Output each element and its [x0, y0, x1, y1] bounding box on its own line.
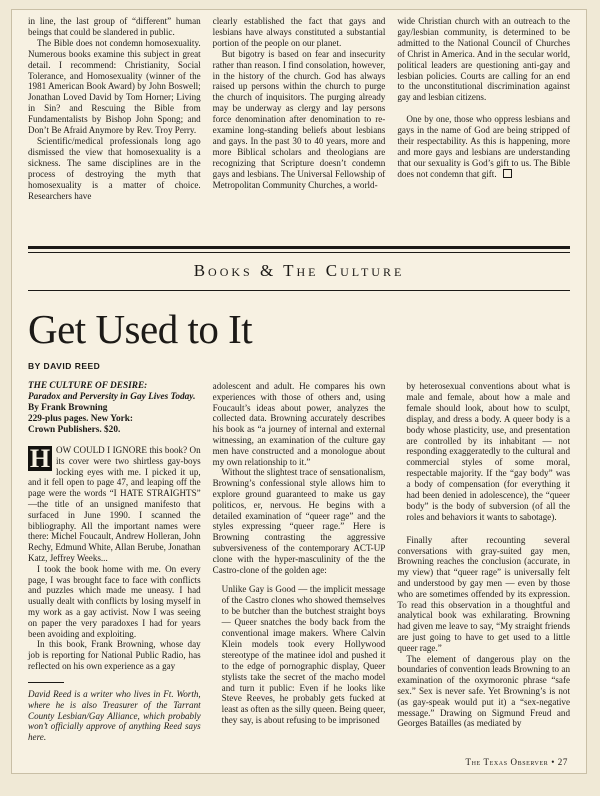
book-author: By Frank Browning: [28, 403, 108, 413]
letter-column-1: [28, 16, 201, 238]
book-subtitle: Paradox and Perversity in Gay Lives Today.: [28, 392, 196, 402]
lead-paragraph: [28, 445, 201, 564]
article-body: [28, 381, 570, 749]
lead-text: OW COULD I IGNORE this book? On its cover were two shirtless gay-boys locking eyes with me. I picked it up, and it fell open to page 47, and leaping off the page were the words “I HATE STRAIGHTS” —the title of an unsigned manifesto that surfaced in June 1990. I scanned the bibliography. All the important names were there: Michel Foucault, Andrew Holleran, John Rechy, Edmund White, Allan Berube, Jonathan Katz, Jeffrey Weeks...: [28, 445, 201, 563]
paragraph: Finally after recounting several conversations with gray-suited gay men, Browning reaches the conclusion (accurate, in my view) that “queer rage” is universally felt and understood by gay men — even by those who are sometimes offended by its expression. To read this observation in a thoughtful and analytical book was exhilarating. Browning had given me leave to say, “My straight friends are just going to have to get used to a little queer rage.”: [397, 534, 571, 653]
section-rule-thin: [28, 252, 570, 253]
letter-column-2: [213, 16, 386, 238]
book-publication: 229-plus pages. New York:: [28, 414, 134, 424]
letter-continuation: [28, 16, 570, 238]
byline: BY DAVID REED: [28, 361, 101, 371]
letter-column-3: [397, 16, 570, 238]
bio-rule: [28, 682, 64, 683]
paragraph: But bigotry is based on fear and insecurity rather than reason. I find consolation, however, in the history of the church. God has always raised up persons within the church to purge the church of inquisitors. The purging already may be underway as clergy and lay persons force denomination after denomination to re-examine long-standing beliefs about lesbians and gays. In the past 30 to 40 years, more and more Biblical scholars and theologians are recognizing that Scripture doesn’t condemn gays and lesbians. The Universal Fellowship of Metropolitan Community Churches, a world-: [212, 48, 386, 190]
section-rule-bottom: [28, 290, 570, 291]
paragraph: Without the slightest trace of sensationalism, Browning’s confessional style allows him to explore ground guaranteed to make us gay politicos, er, nervous. He begins with a detailed examination of “queer rage” and the styles expressing “queer rage.” Here is Browning contrasting the aggressive subversiveness of the contemporary ACT-UP clone with the hyper-masculinity of the the Castro-clone of the golden age:: [212, 467, 386, 575]
paragraph: Scientific/medical professionals long ago dismissed the view that homosexuality is a sickness. The same disciplines are in the process of destroying the myth that homosexuality is a matter of choice. Researchers have: [28, 135, 201, 201]
section-rule-thick: [28, 246, 570, 249]
author-bio: David Reed is a writer who lives in Ft. Worth, where he is also Treasurer of the Tarrant County Lesbian/Gay Alliance, which probably won’t officially approve of anything Reed says here.: [28, 688, 201, 743]
book-title: THE CULTURE OF DESIRE:: [28, 381, 148, 391]
paragraph: adolescent and adult. He compares his own experiences with those of others and, using Foucault’s ideas about power, analyzes the collected data. Browning accurately describes his book as “a journey of internal and external witnessing, an examination of the culture gay men have constructed and a monologue about my own relationship to it.”: [212, 381, 386, 467]
paragraph: The Bible does not condemn homosexuality. Numerous books examine this subject in great detail. I recommend: Christianity, Social Tolerance, and Homosexuality (winner of the 1981 American Book Award) by John Boswell; Jonathan Loved David by Tom Horner; Living in Sin? and Rescuing the Bible from Fundamentalists by Bishop John Spong; and Don’t Be Afraid Anymore by Rev. Troy Perry.: [28, 37, 201, 136]
magazine-page: [11, 9, 587, 774]
book-info: [28, 381, 201, 436]
drop-cap: H: [29, 444, 51, 473]
paragraph: clearly established the fact that gays and lesbians have always constituted a substantial portion of the people on our planet.: [212, 16, 386, 48]
section-title: Books & The Culture: [193, 261, 405, 280]
paragraph: I took the book home with me. On every page, I was brought face to face with conflicts and puzzles which made me uneasy. I had usually dealt with conflicts by losing myself in my work as a gay activist. Now I was seeing on paper the very paradoxes I had for years been avoiding and exploiting.: [28, 563, 201, 639]
paragraph: in line, the last group of “different” human beings that could be slandered in public.: [28, 16, 201, 37]
block-quote-continued: by heterosexual conventions about what is male and female, about how a male and female should look, about how to sculpt, display, and dress a body. A queer body is a body whose plasticity, use, and presentation are controlled by its inhabitant — not responding exaggeratedly to the cultural and commercial styles of some moral, respectable majority. If the “gay body” was a body of compensation (for everything it had been denied in adolescence), the “queer body” is the body of subversion (of all the roles and behaviors it wants to sabotage).: [406, 381, 571, 522]
article-column-3: [397, 381, 570, 749]
end-mark-icon: [503, 169, 512, 178]
block-quote: Unlike Gay is Good — the implicit message of the Castro clones who showed themselves to be butcher than the butchest straight boys — Queer snatches the body back from the conventional image makers. Where Calvin Klein models took every Hollywood stereotype of the matinee idol and pushed it to the edge of pornographic display, Queer stylists take the secret of the macho model and turn it public: Even if he looks like Steve Reeves, he probably gets fucked at least as often as the silly queen. Being queer, they say, is about refusing to be imprisoned: [221, 584, 386, 726]
paragraph-text: One by one, those who oppress lesbians and gays in the name of God are being stripped of their respectability. As this is happening, more and more gays and lesbians are understanding that our sexuality is God’s gift to us. The Bible does not condemn that gift.: [397, 114, 571, 179]
page-footer: The Texas Observer • 27: [465, 757, 568, 767]
headline: Get Used to It: [28, 306, 253, 352]
paragraph: The element of dangerous play on the boundaries of convention leads Browning to an examination of the oxymoronic phrase “safe sex.” Sex is never safe. Yet Browning’s is not (as gay-speak would put it) a “sex-negative message.” Drawing on Sigmund Freud and Georges Batailles (as mediated by: [397, 653, 571, 729]
paragraph: In this book, Frank Browning, whose day job is reporting for National Public Radio, has reflected on his own experience as a gay: [28, 639, 201, 671]
book-publisher-price: Crown Publishers. $20.: [28, 425, 121, 435]
paragraph: wide Christian church with an outreach to the gay/lesbian community, is determined to be admitted to the National Council of Churches of Christ in America. And in the secular world, political leaders are questioning anti-gay and lesbian policies. Courts are calling for an end to the unconstitutional discrimination against gay and lesbian citizens.: [397, 16, 571, 103]
paragraph: [397, 114, 570, 179]
article-column-1: [28, 381, 201, 749]
article-column-2: [213, 381, 386, 749]
